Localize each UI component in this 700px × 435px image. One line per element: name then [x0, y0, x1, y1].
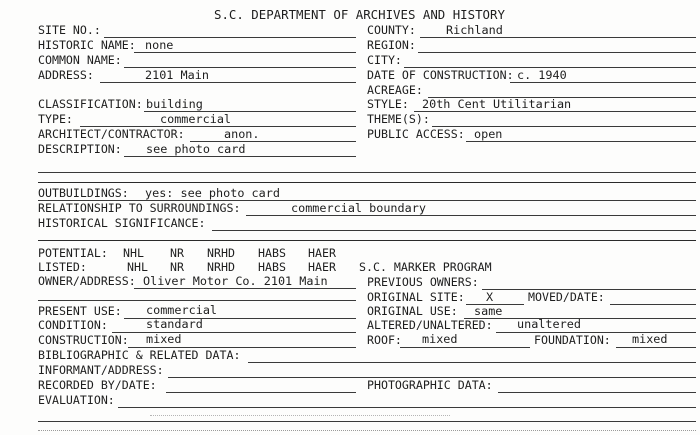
section-divider-1	[38, 182, 696, 183]
listed-nr: NR	[170, 260, 184, 274]
present-use-label: PRESENT USE:	[38, 304, 122, 318]
address-line	[100, 82, 356, 83]
potential-nr: NR	[170, 246, 184, 260]
style-value: 20th Cent Utilitarian	[422, 97, 572, 111]
county-value: Richland	[446, 23, 503, 37]
section-divider-2	[38, 240, 696, 241]
site-no-label: SITE NO.:	[38, 23, 101, 37]
scan-dotted-mark	[150, 415, 450, 416]
listed-nhl: NHL	[127, 260, 148, 274]
potential-haer: HAER	[308, 246, 336, 260]
potential-nrhd: NRHD	[207, 246, 235, 260]
relationship-value: commercial boundary	[291, 201, 426, 215]
outbuildings-value: yes: see photo card	[145, 186, 280, 200]
photographic-data-line	[498, 392, 696, 393]
form-title: S.C. DEPARTMENT OF ARCHIVES AND HISTORY	[214, 7, 505, 22]
marker-program-label: S.C. MARKER PROGRAM	[359, 260, 492, 274]
description-label: DESCRIPTION:	[38, 142, 122, 156]
roof-label: ROOF:	[367, 333, 402, 347]
construction-value: mixed	[146, 332, 182, 346]
public-access-value: open	[474, 127, 503, 141]
date-of-construction-value: c. 1940	[517, 68, 567, 82]
recorded-by-line	[166, 392, 356, 393]
date-line	[510, 82, 696, 83]
type-label: TYPE:	[38, 112, 73, 126]
bibliographic-line	[248, 362, 696, 363]
description-blank-line-1	[38, 172, 696, 173]
listed-haer: HAER	[308, 260, 336, 274]
architect-label: ARCHITECT/CONTRACTOR:	[38, 127, 185, 141]
moved-date-label: MOVED/DATE:	[528, 290, 605, 304]
potential-label: POTENTIAL:	[38, 246, 108, 260]
condition-value: standard	[146, 317, 203, 331]
relationship-line	[246, 215, 696, 216]
listed-nrhd: NRHD	[207, 260, 235, 274]
county-label: COUNTY:	[367, 23, 416, 37]
public-access-label: PUBLIC ACCESS:	[367, 127, 465, 141]
listed-label: LISTED:	[38, 260, 87, 274]
moved-date-line	[610, 304, 696, 305]
county-line	[420, 37, 696, 38]
card-bottom-edge	[38, 430, 696, 431]
potential-nhl: NHL	[123, 246, 144, 260]
condition-label: CONDITION:	[38, 318, 108, 332]
address-label: ADDRESS:	[38, 68, 94, 82]
owner-blank-line	[38, 300, 356, 301]
historical-significance-line	[212, 230, 696, 231]
owner-value: Oliver Motor Co. 2101 Main	[143, 274, 328, 288]
original-site-label: ORIGINAL SITE:	[367, 290, 465, 304]
description-value: see photo card	[146, 142, 246, 156]
style-line	[414, 111, 696, 112]
city-label: CITY:	[367, 53, 402, 67]
type-value: commercial	[160, 112, 232, 126]
style-label: STYLE:	[367, 97, 409, 111]
original-use-value: same	[474, 304, 503, 318]
roof-line	[400, 347, 530, 348]
site-no-line	[104, 37, 356, 38]
theme-label: THEME(S):	[367, 112, 430, 126]
classification-value: building	[146, 97, 203, 111]
description-line	[124, 156, 356, 157]
region-label: REGION:	[367, 38, 416, 52]
common-name-label: COMMON NAME:	[38, 53, 122, 67]
altered-label: ALTERED/UNALTERED:	[367, 318, 493, 332]
classification-label: CLASSIFICATION:	[38, 97, 143, 111]
historic-name-value: none	[145, 38, 174, 52]
informant-label: INFORMANT/ADDRESS:	[38, 363, 164, 377]
evaluation-blank-line	[38, 421, 696, 422]
original-site-value: X	[486, 290, 494, 304]
foundation-line	[616, 347, 696, 348]
theme-line	[432, 126, 696, 127]
historic-name-line	[134, 52, 356, 53]
owner-label: OWNER/ADDRESS:	[38, 274, 136, 288]
altered-value: unaltered	[517, 317, 581, 331]
outbuildings-label: OUTBUILDINGS:	[38, 186, 129, 200]
bibliographic-label: BIBLIOGRAPHIC & RELATED DATA:	[38, 348, 241, 362]
historical-significance-label: HISTORICAL SIGNIFICANCE:	[38, 216, 206, 230]
public-access-line	[466, 141, 696, 142]
photographic-data-label: PHOTOGRAPHIC DATA:	[367, 378, 493, 392]
foundation-label: FOUNDATION:	[534, 333, 611, 347]
date-of-construction-label: DATE OF CONSTRUCTION:	[367, 68, 514, 82]
evaluation-label: EVALUATION:	[38, 393, 115, 407]
roof-value: mixed	[422, 332, 458, 346]
owner-line	[134, 288, 356, 289]
address-value: 2101 Main	[145, 68, 209, 82]
acreage-label: ACREAGE:	[367, 83, 423, 97]
previous-owners-label: PREVIOUS OWNERS:	[367, 275, 479, 289]
construction-label: CONSTRUCTION:	[38, 333, 129, 347]
potential-habs: HABS	[258, 246, 286, 260]
architect-value: anon.	[224, 127, 260, 141]
original-use-label: ORIGINAL USE:	[367, 304, 458, 318]
foundation-value: mixed	[632, 332, 668, 346]
present-use-value: commercial	[146, 303, 218, 317]
relationship-label: RELATIONSHIP TO SURROUNDINGS:	[38, 201, 241, 215]
listed-habs: HABS	[258, 260, 286, 274]
evaluation-line	[118, 407, 696, 408]
region-line	[418, 52, 696, 53]
recorded-by-label: RECORDED BY/DATE:	[38, 378, 157, 392]
historic-name-label: HISTORIC NAME:	[38, 38, 136, 52]
